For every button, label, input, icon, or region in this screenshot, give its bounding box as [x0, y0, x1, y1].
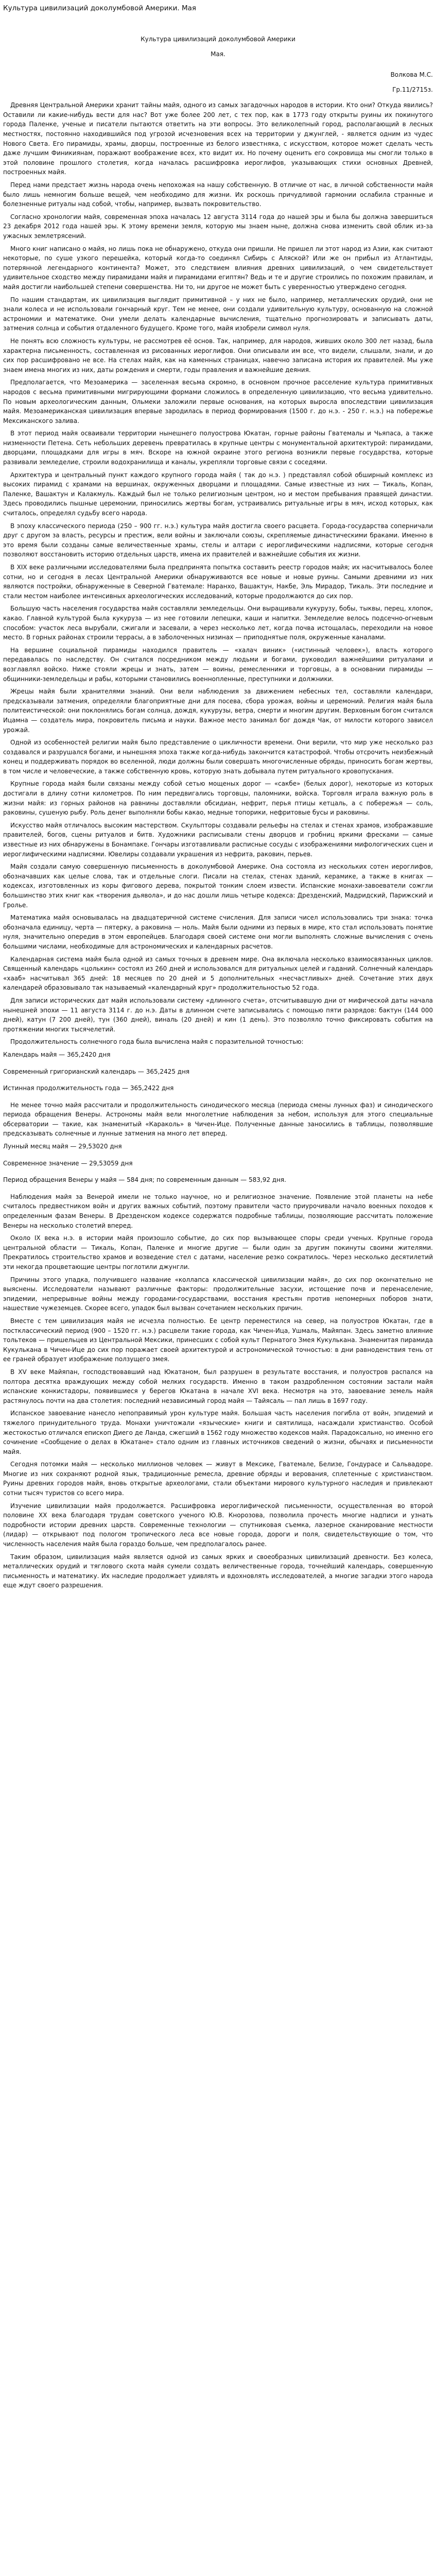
- calendar-value: Период обращения Венеры у майя — 584 дня; по современным данным — 583,92 дня.: [3, 1176, 286, 1184]
- paragraph: Испанское завоевание нанесло непоправимый урон культуре майя. Большая часть населения погибла от войн, эпидемий и тяжелого принудительного труда. Монахи уничтожали «языческие» книги и святилища, насаждали христианство. Особой жестокостью отличался епископ Диего де Ланда, сжегший в 1562 году множество кодексов майя. Парадоксально, но именно его сочинение «Сообщение о делах в Юкатане» стало одним из главных источников сведений о жизни, обычаях и письменности майя.: [3, 1410, 433, 1455]
- paragraph: В XV веке Майяпан, господствовавший над Юкатаном, был разрушен в результате восстания, и полуостров распался на полтора десятка враждующих между собой мелких государств. Именно в таком раздробленном состоянии застали майя испанские конкистадоры, появившиеся у берегов Юкатана в начале XVI века. Несмотря на это, завоевание земель майя растянулось почти на два столетия: последний независимый город майя — Тайясаль — пал лишь в 1697 году.: [3, 1368, 433, 1404]
- paragraph: Изучение цивилизации майя продолжается. Расшифровка иероглифической письменности, осуществленная во второй половине XX века благодаря трудам советского ученого Ю.В. Кнорозова, позволила прочесть многие надписи и узнать подробности истории древних царств. Современные технологии — спутниковая съемка, лазерное сканирование местности (лидар) — открывают под пологом тропического леса все новые города, дороги и поля, свидетельствующие о том, что численность населения майя была гораздо больше, чем предполагалось ранее.: [3, 1502, 433, 1548]
- paragraph: Майя создали самую совершенную письменность в доколумбовой Америке. Она состояла из нескольких сотен иероглифов, обозначавших как целые слова, так и отдельные слоги. Писали на стелах, стенах зданий, керамике, а также в книгах — кодексах, изготовленных из коры фигового дерева, покрытой тонким слоем извести. Испанские монахи-завоеватели сожгли большинство этих книг как «творения дьявола», и до нас дошли лишь четыре кодекса: Дрезденский, Мадридский, Парижский и Гролье.: [3, 863, 433, 909]
- paragraph: Не понять всю сложность культуры, не рассмотрев её основ. Так, например, для народов, живших около 300 лет назад, была характерна письменность, составленная из рисованных иероглифов. Они описывали им все, что видели, слышали, знали, и до сих пор расшифровано не все. На стелах майя, как на каменных страницах, навечно записана история их правителей. Мы уже знаем имена многих из них, даты рождения и смерти, годы правления и важнейшие деяния.: [3, 337, 433, 374]
- paragraph: Наблюдения майя за Венерой имели не только научное, но и религиозное значение. Появление этой планеты на небе считалось предвестником войн и других важных событий, поэтому правители часто приурочивали начало военных походов к определенным фазам Венеры. В Дрезденском кодексе содержатся подробные таблицы, позволяющие рассчитать положение Венеры на несколько столетий вперед.: [3, 1193, 433, 1229]
- paragraph: Предполагается, что Мезоамерика — заселенная весьма скромно, в основном прочное расселение культура примитивных народов с весьма примитивными мигрирующими формами сложилось в определенную цивилизацию, что весьма удивительно. По новым археологическим данным, Ольмеки заложили первые основания, на которых выросла впоследствии цивилизация майя. Мезоамериканская цивилизация впервые зародилась в период формирования (1500 г. до н.э. - 250 г. н.э.) на побережье Мексиканского залива.: [3, 379, 433, 425]
- calendar-value: Современный григорианский календарь — 365,2425 дня: [3, 1067, 190, 1075]
- calendar-value: Современное значение — 29,53059 дня: [3, 1159, 133, 1167]
- paragraph: Перед нами предстает жизнь народа очень непохожая на нашу собственную. В отличие от нас, в личной собственности майя было лишь немногим больше вещей, чем необходимо для жизни. Их роскошь причудливой гармонии ослабила странные и болезненные ритуалы над собой, чтобы, например, вызвать покровительство.: [3, 181, 433, 208]
- paragraph: Таким образом, цивилизация майя является одной из самых ярких и своеобразных цивилизаций древности. Без колеса, металлических орудий и тяглового скота майя сумели создать величественные города, точнейший календарь, совершенную письменность и математику. Их наследие продолжает удивлять и вдохновлять исследователей, а многие загадки этого народа еще ждут своего разрешения.: [3, 1553, 433, 1589]
- paragraph: Для записи исторических дат майя использовали систему «длинного счета», отсчитывавшую дни от мифической даты начала нынешней эпохи — 11 августа 3114 г. до н.э. Даты в длинном счете записывались с помощью пяти разрядов: бактун (144 000 дней), катун (7 200 дней), тун (360 дней), виналь (20 дней) и кин (1 день). Это позволяло точно фиксировать события на протяжении многих тысячелетий.: [3, 996, 433, 1033]
- paragraph: Большую часть населения государства майя составляли земледельцы. Они выращивали кукурузу, бобы, тыквы, перец, хлопок, какао. Главной культурой была кукуруза — из нее готовили лепешки, каши и напитки. Земледелие велось подсечно-огневым способом: участок леса вырубали, сжигали и засевали, а через несколько лет, когда почва истощалась, переходили на новое место. В горных районах строили террасы, а в заболоченных низинах — приподнятые поля, окруженные каналами.: [3, 605, 433, 641]
- paragraph: Продолжительность солнечного года была вычислена майя с поразительной точностью:: [10, 1038, 304, 1046]
- paragraph: Древняя Центральной Америки хранит тайны майя, одного из самых загадочных народов в истории. Кто они? Откуда явились? Оставили ли какие-нибудь вести для нас? Вот уже более 200 лет, с тех пор, как в 1773 году открыты руины их покинутого города Паленке, ученые и писатели пытаются ответить на эти вопросы. Это великолепный город, располагающий в лесных местностях, постоянно находившийся под угрозой исчезновения всех на территории у джунглей, - является одним из чудес Нового Света. Его пирамиды, храмы, дворцы, построенные из белого известняка, с искусством, которое может сделать честь даже лучшим Финикиянам, поражают воображение всех, кто видит их. Но почему оценить его сокровища мы смогли только в этой половине прошлого столетия, когда началась расшифровка иероглифов, указывающих стихи основных Древней, построенных майя.: [3, 101, 433, 176]
- paragraph: Крупные города майя были связаны между собой сетью мощеных дорог — «сакбе» (белых дорог), некоторые из которых достигали в длину сотни километров. По ним передвигались торговцы, паломники, войска. Торговля играла важную роль в жизни майя: из горных районов на равнины доставляли обсидиан, нефрит, перья птицы кетцаль, а с побережья — соль, раковины, сушеную рыбу. Роль денег выполняли бобы какао, медные топорики, нефритовые бусы и раковины.: [3, 780, 433, 817]
- heading-line-2: Мая.: [211, 50, 225, 58]
- paragraph: Искусство майя отличалось высоким мастерством. Скульпторы создавали рельефы на стелах и стенах храмов, изображавшие правителей, богов, сцены ритуалов и битв. Художники расписывали стены дворцов и гробниц яркими фресками — самые известные из них обнаружены в Бонампаке. Гончары изготавливали расписные сосуды с изображениями мифологических сцен и иероглифическими надписями. Ювелиры создавали украшения из нефрита, раковин, перьев.: [3, 821, 433, 858]
- paragraph: На вершине социальной пирамиды находился правитель — «халач виник» («истинный человек»), власть которого передавалась по наследству. Он считался посредником между людьми и богами, руководил важнейшими ритуалами и возглавлял войско. Ниже стояли жрецы и знать, затем — воины, ремесленники и торговцы, а в основании пирамиды — общинники-земледельцы и рабы, которыми становились военнопленные, преступники и должники.: [3, 646, 433, 683]
- paragraph: Не менее точно майя рассчитали и продолжительность синодического месяца (периода смены лунных фаз) и синодического периода обращения Венеры. Астрономы майя вели многолетние наблюдения за небом, используя для этого специальные обсерватории — такие, как знаменитый «Караколь» в Чичен-Ице. Полученные данные заносились в таблицы, позволявшие предсказывать солнечные и лунные затмения на много лет вперед.: [3, 1101, 433, 1138]
- paragraph: Календарная система майя была одной из самых точных в древнем мире. Она включала несколько взаимосвязанных циклов. Священный календарь «цолькин» состоял из 260 дней и использовался для ритуальных целей и гаданий. Солнечный календарь «хааб» насчитывал 365 дней: 18 месяцев по 20 дней и 5 дополнительных «несчастливых» дней. Сочетание этих двух календарей образовывало так называемый «календарный круг» продолжительностью 52 года.: [3, 955, 433, 992]
- paragraph: Вместе с тем цивилизация майя не исчезла полностью. Ее центр переместился на север, на полуостров Юкатан, где в постклассический период (900 – 1520 гг. н.э.) расцвели такие города, как Чичен-Ица, Ушмаль, Майяпан. Здесь заметно влияние тольтеков — пришельцев из Центральной Мексики, принесших с собой культ Пернатого Змея Кукулькана. Знаменитая пирамида Кукулькана в Чичен-Ице до сих пор поражает своей архитектурой и астрономической точностью: в дни равноденствия тень от ее граней образует изображение ползущего змея.: [3, 1317, 433, 1363]
- essay-heading: [3, 35, 433, 59]
- paragraph: В эпоху классического периода (250 – 900 гг. н.э.) культура майя достигла своего расцвета. Города-государства соперничали друг с другом за власть, ресурсы и престиж, вели войны и заключали союзы, скрепляемые династическими браками. Именно в это время были созданы самые величественные храмы, стелы и алтари с иероглифическими надписями, которые сегодня позволяют восстановить историю отдельных царств, имена их правителей и важнейшие события их жизни.: [3, 522, 433, 558]
- paragraph: Много книг написано о майя, но лишь пока не обнаружено, откуда они пришли. Не пришел ли этот народ из Азии, как считают некоторые, по суше узкого перешейка, который когда-то соединял Сибирь с Аляской? Или же он прибыл из Атлантиды, потерянной легендарного континента? Может, это следствием влияния древних цивилизаций, о чем свидетельствует удивительное сходство между пирамидами майя и пирамидами египтян? Ведь и те и другие строились по похожим правилам, и майя достигли наибольшей степени совершенства. Ни то, ни другое не может быть с уверенностью утверждено сегодня.: [3, 245, 433, 291]
- author-block: [3, 70, 433, 94]
- paragraph: Математика майя основывалась на двадцатеричной системе счисления. Для записи чисел использовались три знака: точка обозначала единицу, черта — пятерку, а раковина — ноль. Майя были одними из первых в мире, кто стал использовать понятие нуля, значительно опередив в этом европейцев. Благодаря своей системе они могли выполнять сложные вычисления с очень большими числами, необходимые для астрономических и календарных расчетов.: [3, 914, 433, 950]
- paragraph: Причины этого упадка, получившего название «коллапса классической цивилизации майя», до сих пор окончательно не выяснены. Исследователи называют различные факторы: продолжительные засухи, истощение почв и перенаселение, эпидемии, непрерывные войны между городами-государствами, восстания крестьян против непомерных поборов знати, нашествие чужеземцев. Скорее всего, упадок был вызван сочетанием нескольких причин.: [3, 1276, 433, 1312]
- heading-line-1: Культура цивилизаций доколумбовой Америки: [141, 35, 295, 43]
- paragraph: В XIX веке различными исследователями была предпринята попытка составить реестр городов майя; их насчитывалось более сотни, но и сегодня в лесах Центральной Америки обнаруживаются все новые и новые руины. Самыми древними из них являются постройки, обнаруженные в Северной Гватемале: Наранхо, Вашактун, Накбе, Эль Мирадор, Тикаль. Эти последние и стали местом наиболее интенсивных археологических исследований, которые продолжаются до сих пор.: [3, 564, 433, 600]
- paragraph: В этот период майя осваивали территории нынешнего полуострова Юкатан, горные районы Гватемалы и Чьяпаса, а также низменности Петена. Сеть небольших деревень превратилась в крупные центры с монументальной архитектурой: пирамидами, дворцами, площадками для игры в мяч. Вскоре на южной окраине этого региона возникли первые государства, которые развивали земледелие, строили водохранилища и каналы, укрепляли торговые связи с соседями.: [3, 430, 433, 466]
- calendar-value: Истинная продолжительность года — 365,2422 дня: [3, 1084, 174, 1092]
- paragraph: Одной из особенностей религии майя было представление о цикличности времени. Они верили, что мир уже несколько раз создавался и разрушался богами, и нынешняя эпоха также когда-нибудь закончится катастрофой. Чтобы отсрочить неизбежный конец и поддерживать порядок во вселенной, люди должны были совершать многочисленные обряды, приносить богам жертвы, в том числе и человеческие, а также собственную кровь, которую знать добывала путем ритуального кровопускания.: [3, 739, 433, 775]
- paragraph: Сегодня потомки майя — несколько миллионов человек — живут в Мексике, Гватемале, Белизе, Гондурасе и Сальвадоре. Многие из них сохраняют родной язык, традиционные ремесла, древние обряды и верования, сплетенные с христианством. Руины древних городов майя, вновь открытые археологами, стали объектами мирового культурного наследия и привлекают сотни тысяч туристов со всего мира.: [3, 1461, 433, 1497]
- body-text: [3, 100, 433, 1590]
- calendar-value: Календарь майя — 365,2420 дня: [3, 1050, 111, 1058]
- calendar-value: Лунный месяц майя — 29,53020 дня: [3, 1143, 122, 1150]
- paragraph: Архитектура и центральный пункт каждого крупного города майя ( так до н.э. ) представлял собой обширный комплекс из высоких пирамид с храмами на вершинах, окруженных дворцами и площадями. Самые известные из них — Тикаль, Копан, Паленке, Вашактун и Калакмуль. Каждый был не только религиозным центром, но и местом пребывания правящей династии. Здесь проводились пышные церемонии, приносились жертвы богам, устраивались ритуальные игры в мяч, исход которых, как считалось, определял судьбу всего народа.: [3, 471, 433, 517]
- paragraph: Жрецы майя были хранителями знаний. Они вели наблюдения за движением небесных тел, составляли календари, предсказывали затмения, определяли благоприятные дни для посева, сбора урожая, войны и церемоний. Религия майя была политеистической: они поклонялись богам солнца, дождя, кукурузы, ветра, смерти и многим другим. Верховным богом считался Ицамна — создатель мира, покровитель письма и науки. Важное место занимал бог дождя Чак, от милости которого зависел урожай.: [3, 688, 433, 734]
- document-title: Культура цивилизаций доколумбовой Америки. Мая: [3, 4, 197, 12]
- author-name: Волкова М.С.: [390, 71, 433, 79]
- paragraph: Согласно хронологии майя, современная эпоха началась 12 августа 3114 года до нашей эры и была бы должна завершиться 23 декабря 2012 года нашей эры. К этому времени земля, которую мы знаем ныне, должна снова изменить свой облик из-за ужасных землетрясений.: [3, 213, 433, 240]
- author-group: Гр.11/2715з.: [392, 86, 433, 93]
- paragraph: По нашим стандартам, их цивилизация выглядит примитивной – у них не было, например, металлических орудий, они не знали колеса и не использовали гончарный круг. Тем не менее, они создали удивительную культуру, основанную на сложной астрономии и математике. Они умели делать календарные вычисления, тщательно прогнозировать и записывать даты, затмения солнца и события отдаленного будущего. Кроме того, майя изобрели символ нуля.: [3, 296, 433, 332]
- paragraph: Около IX века н.э. в истории майя произошло событие, до сих пор вызывающее споры среди ученых. Крупные города центральной области — Тикаль, Копан, Паленке и многие другие — были один за другим покинуты своими жителями. Прекратилось строительство храмов и возведение стел с датами, население резко сократилось. Через несколько десятилетий эти некогда процветающие центры поглотили джунгли.: [3, 1234, 433, 1271]
